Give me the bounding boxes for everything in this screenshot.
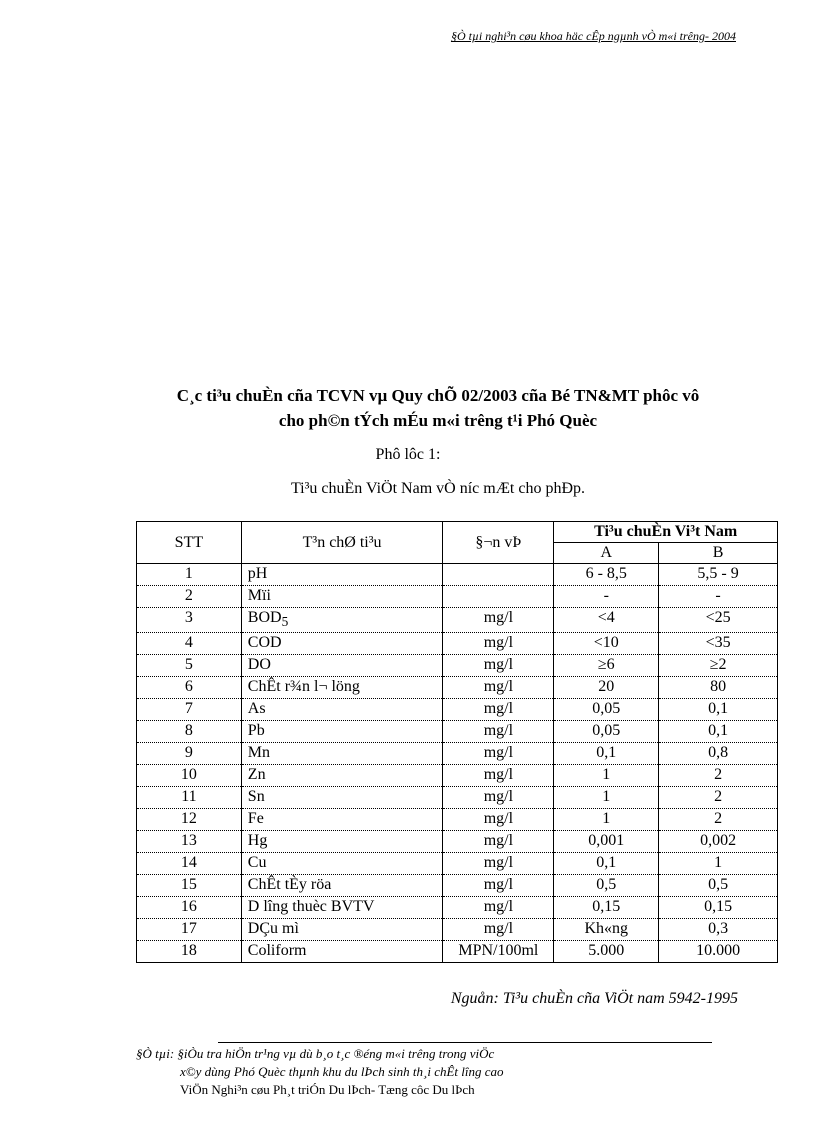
footnote-line-1: §Ò tµi: §iÒu tra hiÖn tr¹ng vµ dù b¸o t¸c ®éng m«i trêng trong viÖc	[136, 1046, 495, 1061]
cell-stt: 17	[137, 919, 242, 941]
table-header	[137, 522, 778, 564]
header-name: T³n chØ ti³u	[241, 522, 443, 564]
cell-name: Mn	[241, 743, 443, 765]
cell-standard-a: 0,15	[554, 897, 659, 919]
cell-stt: 10	[137, 765, 242, 787]
cell-standard-b: 2	[659, 809, 778, 831]
cell-stt: 2	[137, 586, 242, 608]
footnote-divider	[218, 1042, 712, 1043]
cell-standard-b: 0,1	[659, 721, 778, 743]
cell-name: As	[241, 699, 443, 721]
cell-standard-a: 1	[554, 787, 659, 809]
cell-stt: 15	[137, 875, 242, 897]
table-row	[137, 765, 778, 787]
cell-stt: 1	[137, 564, 242, 586]
cell-name: Coliform	[241, 941, 443, 963]
cell-standard-b: 2	[659, 765, 778, 787]
table-row	[137, 633, 778, 655]
cell-standard-a: 0,1	[554, 743, 659, 765]
cell-stt: 5	[137, 655, 242, 677]
source-note: Nguån: Ti³u chuÈn cña ViÖt nam 5942-1995	[450, 990, 738, 1007]
cell-name: Sn	[241, 787, 443, 809]
cell-unit	[443, 564, 554, 586]
cell-unit: mg/l	[443, 699, 554, 721]
table-caption: Ti³u chuÈn ViÖt Nam vÒ níc mÆt cho phÐp.	[290, 480, 586, 497]
cell-unit: mg/l	[443, 677, 554, 699]
footnote-line-2: x©y dùng Phó Quèc thµnh khu du lÞch sinh th¸i chÊt lîng cao	[180, 1064, 504, 1079]
cell-standard-b: 10.000	[659, 941, 778, 963]
cell-name: Mïi	[241, 586, 443, 608]
header-unit: §¬n vÞ	[443, 522, 554, 564]
cell-unit: mg/l	[443, 919, 554, 941]
cell-standard-a: 0,001	[554, 831, 659, 853]
cell-standard-a: 0,1	[554, 853, 659, 875]
cell-standard-b: 1	[659, 853, 778, 875]
cell-name: ChÊt tÈy röa	[241, 875, 443, 897]
cell-name: DO	[241, 655, 443, 677]
cell-name: pH	[241, 564, 443, 586]
title-line-2: cho ph©n tÝch mÉu m«i trêng t¹i Phó Quèc	[278, 411, 598, 430]
cell-standard-b: <35	[659, 633, 778, 655]
cell-standard-b: 5,5 - 9	[659, 564, 778, 586]
cell-stt: 4	[137, 633, 242, 655]
cell-standard-b: 0,8	[659, 743, 778, 765]
cell-name: Fe	[241, 809, 443, 831]
cell-standard-b: 0,15	[659, 897, 778, 919]
cell-standard-b: <25	[659, 608, 778, 633]
table-row	[137, 809, 778, 831]
cell-stt: 7	[137, 699, 242, 721]
table-row	[137, 853, 778, 875]
table-row	[137, 721, 778, 743]
cell-unit: MPN/100ml	[443, 941, 554, 963]
cell-standard-b: -	[659, 586, 778, 608]
cell-stt: 6	[137, 677, 242, 699]
table-row	[137, 608, 778, 633]
cell-standard-a: 1	[554, 809, 659, 831]
cell-stt: 11	[137, 787, 242, 809]
table-row	[137, 586, 778, 608]
table-row	[137, 919, 778, 941]
title-line-1: C¸c ti³u chuÈn cña TCVN vµ Quy chÕ 02/2003 cña Bé TN&MT phôc vô	[176, 386, 700, 405]
cell-standard-b: 0,1	[659, 699, 778, 721]
cell-stt: 18	[137, 941, 242, 963]
table-body	[137, 564, 778, 963]
cell-standard-b: 0,002	[659, 831, 778, 853]
footnote	[136, 1045, 696, 1099]
header-col-b: B	[659, 543, 778, 564]
cell-standard-a: 6 - 8,5	[554, 564, 659, 586]
cell-standard-a: <4	[554, 608, 659, 633]
cell-standard-a: -	[554, 586, 659, 608]
header-stt: STT	[137, 522, 242, 564]
cell-unit: mg/l	[443, 765, 554, 787]
table-row	[137, 564, 778, 586]
cell-name: Cu	[241, 853, 443, 875]
cell-standard-b: 2	[659, 787, 778, 809]
cell-unit: mg/l	[443, 633, 554, 655]
cell-standard-a: 0,5	[554, 875, 659, 897]
footnote-line-3: ViÖn Nghi³n cøu Ph¸t triÓn Du lÞch- Tæng côc Du lÞch	[180, 1082, 475, 1097]
cell-standard-a: ≥6	[554, 655, 659, 677]
cell-standard-b: 80	[659, 677, 778, 699]
cell-name: Zn	[241, 765, 443, 787]
cell-unit: mg/l	[443, 875, 554, 897]
cell-unit: mg/l	[443, 787, 554, 809]
table-row	[137, 787, 778, 809]
cell-stt: 13	[137, 831, 242, 853]
cell-standard-a: 5.000	[554, 941, 659, 963]
document-title	[100, 383, 776, 433]
cell-name	[241, 608, 443, 633]
table-row	[137, 897, 778, 919]
header-col-a: A	[554, 543, 659, 564]
table-row	[137, 743, 778, 765]
cell-unit: mg/l	[443, 809, 554, 831]
cell-stt: 9	[137, 743, 242, 765]
table-row	[137, 875, 778, 897]
cell-unit: mg/l	[443, 608, 554, 633]
cell-name: ChÊt r¾n l¬ löng	[241, 677, 443, 699]
table-row	[137, 831, 778, 853]
table-row	[137, 677, 778, 699]
cell-standard-b: ≥2	[659, 655, 778, 677]
header-note: §Ò tµi nghi³n cøu khoa häc cÊp ngµnh vÒ m«i trêng- 2004	[450, 29, 736, 43]
parameter-name: BOD	[247, 609, 282, 626]
appendix-label: Phô lôc 1:	[375, 446, 441, 463]
header-standard-group: Ti³u chuÈn Vi³t Nam	[554, 522, 778, 543]
cell-standard-a: 1	[554, 765, 659, 787]
table-row	[137, 941, 778, 963]
cell-name: Hg	[241, 831, 443, 853]
cell-standard-b: 0,5	[659, 875, 778, 897]
cell-name: COD	[241, 633, 443, 655]
cell-unit: mg/l	[443, 655, 554, 677]
cell-standard-b: 0,3	[659, 919, 778, 941]
cell-standard-a: <10	[554, 633, 659, 655]
cell-unit: mg/l	[443, 897, 554, 919]
standards-table	[136, 521, 778, 963]
cell-stt: 3	[137, 608, 242, 633]
cell-unit: mg/l	[443, 853, 554, 875]
cell-stt: 14	[137, 853, 242, 875]
cell-stt: 8	[137, 721, 242, 743]
cell-standard-a: 0,05	[554, 699, 659, 721]
cell-name: Pb	[241, 721, 443, 743]
cell-stt: 16	[137, 897, 242, 919]
cell-stt: 12	[137, 809, 242, 831]
cell-unit	[443, 586, 554, 608]
cell-unit: mg/l	[443, 743, 554, 765]
table-row	[137, 655, 778, 677]
cell-unit: mg/l	[443, 831, 554, 853]
cell-standard-a: 20	[554, 677, 659, 699]
cell-standard-a: 0,05	[554, 721, 659, 743]
parameter-subscript: 5	[281, 614, 289, 630]
cell-standard-a: Kh«ng	[554, 919, 659, 941]
table-row	[137, 699, 778, 721]
cell-name: DÇu mì	[241, 919, 443, 941]
cell-unit: mg/l	[443, 721, 554, 743]
cell-name: D lîng thuèc BVTV	[241, 897, 443, 919]
